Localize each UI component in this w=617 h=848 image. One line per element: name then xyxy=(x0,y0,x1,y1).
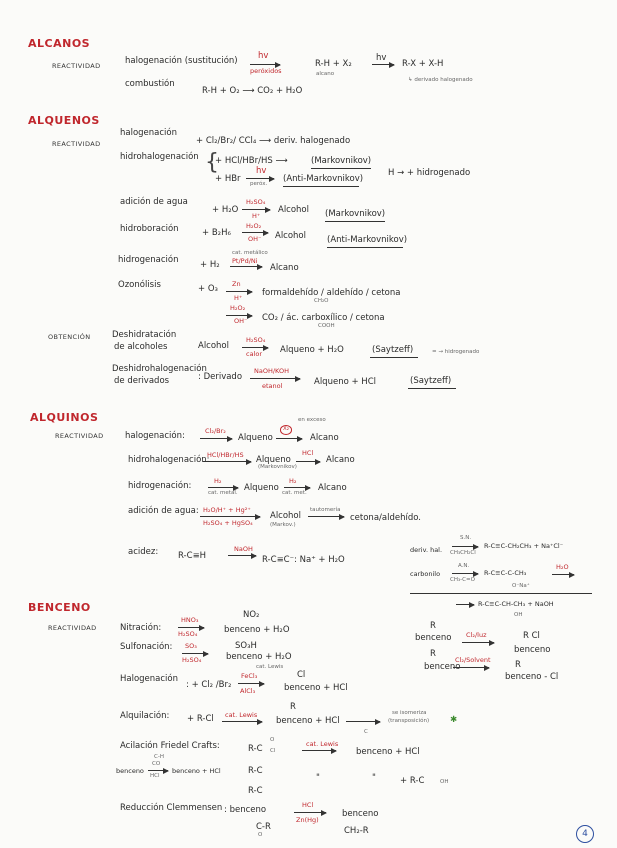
arrow xyxy=(452,573,478,574)
text-ha-cat: cat. Lewis xyxy=(256,664,284,670)
text-re-top: HCl xyxy=(302,801,314,809)
text-ac-cl: Cl xyxy=(270,748,276,754)
text-ac-r2: benceno + HCl xyxy=(172,767,221,775)
text-hb1: + B₂H₆ xyxy=(202,228,231,238)
text-halogenacion: halogenación: xyxy=(125,431,185,441)
text-oz1-bot: H⁺ xyxy=(234,294,243,302)
text-ac-r: R-C≡C⁻: Na⁺ + H₂O xyxy=(262,555,345,565)
underline xyxy=(408,388,456,389)
text-acidez: acidez: xyxy=(128,547,159,557)
text-dd-eq: : Derivado xyxy=(198,372,243,382)
arrow xyxy=(148,770,168,771)
text-da-top: H₂SO₄ xyxy=(246,336,266,344)
text-comb-eq: R-H + O₂ ⟶ CO₂ + H₂O xyxy=(202,86,303,96)
text-side-cl: R Cl xyxy=(523,631,540,641)
text-ac-h: C-H xyxy=(154,754,164,760)
text-side-top: Cl₂/luz xyxy=(466,631,487,639)
text-deshid-d2: de derivados xyxy=(114,376,170,386)
arrow xyxy=(453,667,489,668)
text-h1-x2: X₂ xyxy=(280,425,292,435)
section-title-alcanos: ALCANOS xyxy=(28,37,91,50)
text-nitracion: Nitración: xyxy=(120,623,162,633)
star-icon: ✱ xyxy=(450,715,458,725)
text-ac-carb-sub: O⁻Na⁺ xyxy=(512,583,530,589)
text-halogenacion: halogenación xyxy=(120,128,178,138)
text-h1-exceso: en exceso xyxy=(298,417,326,423)
text-deshid-a1: Deshidratación xyxy=(112,330,177,340)
text-ha-cl: Cl xyxy=(297,670,306,680)
text-side-r5: benceno - Cl xyxy=(505,672,559,682)
section-title-benceno: BENCENO xyxy=(28,601,91,614)
text-aa-top: H₂O/H⁺ + Hg²⁺ xyxy=(203,506,251,514)
text-ha-top: FeCl₃ xyxy=(241,672,258,680)
text-ac-co: CO xyxy=(152,761,161,767)
arrow xyxy=(200,438,232,439)
text-oz2-bot: OH⁻ xyxy=(234,317,248,325)
label-obtencion: OBTENCIÓN xyxy=(48,333,91,341)
text-al-note2: (transposición) xyxy=(388,718,430,724)
text-alcano: alcano xyxy=(316,71,335,77)
brace: { xyxy=(205,150,219,175)
text-hh-top: HCl/HBr/HS xyxy=(207,451,244,459)
text-hh-mark: (Markovnikov) xyxy=(258,464,297,470)
arrow xyxy=(238,683,264,684)
text-hg-top: H₂ xyxy=(214,477,222,485)
text-aa-mark: (Markov.) xyxy=(270,522,296,528)
arrow xyxy=(308,516,344,517)
text-peroxidos: peróxidos xyxy=(250,67,282,75)
text-aa1-top: H₂SO₄ xyxy=(246,198,266,206)
arrow xyxy=(284,487,310,488)
text-oz1-r: formaldehído / aldehído / cetona xyxy=(262,288,401,298)
text-hg-r2: Alcano xyxy=(318,483,347,493)
text-ac-carb-r2: R-C≡C-CH-CH₃ + NaOH xyxy=(478,600,554,608)
text-ac-carb-r: R-C≡C-C-CH₃ xyxy=(484,569,527,577)
text-hb1-top: H₂O₂ xyxy=(246,222,262,230)
text-hal-eq: + Cl₂/Br₂/ CCl₄ ⟶ deriv. halogenado xyxy=(196,136,351,146)
arrow xyxy=(222,721,262,722)
text-su-so3h: SO₃H xyxy=(235,641,257,651)
text-hh2-r: (Anti-Markovnikov) xyxy=(283,174,364,184)
arrow xyxy=(242,347,268,348)
text-ac-deriv-r: R-C≡C-CH₂CH₃ + Na⁺Cl⁻ xyxy=(484,542,564,550)
text-side-r: R xyxy=(430,621,436,631)
text-halogenacion: Halogenación xyxy=(120,674,179,684)
page-number: 4 xyxy=(576,825,594,843)
underline xyxy=(325,221,385,222)
text-hh1-r: (Markovnikov) xyxy=(311,156,372,166)
text-hg-r: Alqueno xyxy=(244,483,279,493)
text-hh1: + HCl/HBr/HS ⟶ xyxy=(215,156,288,166)
text-hh-note: H → + hidrogenado xyxy=(388,168,471,178)
arrow xyxy=(228,555,256,556)
text-ac-benceno: benceno xyxy=(116,767,144,775)
text-hg-top2: H₂ xyxy=(289,477,297,485)
label-reactividad: REACTIVIDAD xyxy=(52,62,101,70)
text-aa1-r: Alcohol xyxy=(278,205,309,215)
text-hg-bot2: cat. met. xyxy=(282,490,307,496)
text-al-eq: + R-Cl xyxy=(187,714,214,724)
text-ac-top: NaOH xyxy=(234,545,253,553)
text-hg1-top: Pt/Pd/Ni xyxy=(232,257,258,265)
text-ac-carb: carbonilo xyxy=(410,570,441,578)
text-h1-r2: Alcano xyxy=(310,433,339,443)
arrow xyxy=(200,516,260,517)
arrow xyxy=(456,604,474,605)
section-title-alquenos: ALQUENOS xyxy=(28,114,100,127)
text-ha-bot: AlCl₃ xyxy=(240,687,256,695)
text-ac-rcooh: + R-C xyxy=(400,776,425,786)
text-hb1-m: (Anti-Markovnikov) xyxy=(327,235,408,245)
text-dd-top: NaOH/KOH xyxy=(254,367,289,375)
text-side-r2: benceno xyxy=(514,645,551,655)
text-hh-r: Alqueno xyxy=(256,455,291,465)
text-ac-carb-h2o: H₂O xyxy=(556,563,569,571)
arrow xyxy=(462,642,494,643)
divider xyxy=(410,593,592,594)
text-rx-xh: R-X + X-H xyxy=(402,59,444,69)
text-ac-rco2: R-C xyxy=(248,786,263,796)
text-hh-top2: HCl xyxy=(302,449,314,457)
text-hh2: + HBr xyxy=(215,174,241,184)
text-al-R: R xyxy=(290,702,296,712)
arrow xyxy=(452,546,478,547)
text-adicion-agua: adición de agua xyxy=(120,197,188,207)
text-ni-bot: H₂SO₄ xyxy=(178,630,198,638)
arrow xyxy=(250,64,280,65)
text-rh-x2: R-H + X₂ xyxy=(315,59,352,69)
text-side-benceno: benceno xyxy=(415,633,452,643)
arrow xyxy=(250,378,300,379)
text-dd-bot: etanol xyxy=(262,382,283,390)
text-aa1-bot: H⁺ xyxy=(252,212,261,220)
text-hg1-cat: cat. metálico xyxy=(232,250,268,256)
underline xyxy=(327,247,403,248)
label-reactividad: REACTIVIDAD xyxy=(48,624,97,632)
text-ac-c: C xyxy=(364,729,368,735)
text-ac-deriv-bot: CH₃CH₂Cl xyxy=(450,550,476,556)
arrow xyxy=(182,653,208,654)
text-reduccion: Reducción Clemmensen xyxy=(120,803,223,813)
arrow xyxy=(302,750,336,751)
text-alquilacion: Alquilación: xyxy=(120,711,170,721)
text-side-r4: R xyxy=(515,660,521,670)
text-su-r: benceno + H₂O xyxy=(226,652,292,662)
text-ha-r: benceno + HCl xyxy=(284,683,348,693)
text-su-bot: H₂SO₄ xyxy=(182,656,202,664)
text-ac-carb-bot: CH₃-C=O xyxy=(450,577,475,583)
text-ac-carb-oh: OH xyxy=(514,612,523,618)
text-oz1-sub: CH₂O xyxy=(314,298,329,304)
underline xyxy=(370,357,418,358)
arrow xyxy=(294,812,326,813)
text-combustion: combustión xyxy=(125,79,175,89)
text-aa1-m: (Markovnikov) xyxy=(325,209,386,219)
text-aa-r: Alcohol xyxy=(270,511,301,521)
text-hb1-bot: OH⁻ xyxy=(248,235,262,243)
text-ac-carb-top: A.N. xyxy=(458,563,470,569)
text-halogenacion: halogenación (sustitución) xyxy=(125,56,238,66)
text-ac-quote2: " xyxy=(372,773,376,783)
text-ni-r: benceno + H₂O xyxy=(224,625,290,635)
text-hg1-r: Alcano xyxy=(270,263,299,273)
arrow xyxy=(242,209,270,210)
arrow xyxy=(346,721,380,722)
underline xyxy=(283,186,359,187)
text-ac-r: benceno + HCl xyxy=(356,747,420,757)
text-hidrogenacion: hidrogenación xyxy=(118,255,179,265)
text-ha-eq: : + Cl₂ /Br₂ xyxy=(186,680,232,690)
text-re-eq: : benceno xyxy=(224,805,267,815)
text-deshid-a2: de alcoholes xyxy=(114,342,168,352)
text-da-r: Alqueno + H₂O xyxy=(280,345,344,355)
text-al-note: se isomeriza xyxy=(392,710,427,716)
text-al-r: benceno + HCl xyxy=(276,716,340,726)
text-hh-r2: Alcano xyxy=(326,455,355,465)
text-da-eq: Alcohol xyxy=(198,341,229,351)
text-aa1: + H₂O xyxy=(212,205,239,215)
text-da-note: = → hidrogenado xyxy=(432,349,480,355)
text-ac-eq: R-C≡H xyxy=(178,551,207,561)
text-aa-taut: tautomería xyxy=(310,507,341,513)
text-hv: hv xyxy=(258,51,269,61)
text-hidroboracion: hidroboración xyxy=(120,224,179,234)
text-oz1-top: Zn xyxy=(232,280,241,288)
arrow xyxy=(296,461,320,462)
text-hg1: + H₂ xyxy=(200,260,220,270)
section-title-alquinos: ALQUINOS xyxy=(30,411,99,424)
text-acilacion: Acilación Friedel Crafts: xyxy=(120,741,220,751)
text-re-sub2: CH₂-R xyxy=(344,826,369,836)
text-hidrogenacion: hidrogenación: xyxy=(128,481,192,491)
text-oz1: + O₃ xyxy=(198,284,218,294)
text-hh2-perox: peróx. xyxy=(250,181,268,187)
text-ac-top: cat. Lewis xyxy=(306,740,339,748)
arrow xyxy=(226,291,252,292)
arrow xyxy=(242,232,268,233)
text-aa-bot: H₂SO₄ + HgSO₄ xyxy=(203,519,253,527)
text-side-r3: R xyxy=(430,649,436,659)
text-oz2-top: H₂O₂ xyxy=(230,304,246,312)
text-ac-hcl: HCl xyxy=(150,773,160,779)
text-ni-no2: NO₂ xyxy=(243,610,260,620)
text-ac-deriv-top: S.N. xyxy=(460,535,472,541)
text-deriv-halog: ↳ derivado halogenado xyxy=(408,77,473,83)
arrow xyxy=(226,315,252,316)
text-dd-m: (Saytzeff) xyxy=(410,376,452,386)
label-reactividad: REACTIVIDAD xyxy=(55,432,104,440)
text-dd-r: Alqueno + HCl xyxy=(314,377,376,387)
text-ni-top: HNO₃ xyxy=(181,616,199,624)
text-ac-rco: R-C xyxy=(248,766,263,776)
text-side-top2: Cl₂/Solvent xyxy=(455,656,491,664)
arrow xyxy=(552,574,574,575)
text-oz2-sub: COOH xyxy=(318,323,335,329)
text-adicion-agua: adición de agua: xyxy=(128,506,199,516)
arrow xyxy=(372,64,394,65)
text-ac-deriv: deriv. hal. xyxy=(410,546,443,554)
arrow xyxy=(230,266,262,267)
text-re-o: O xyxy=(258,832,263,838)
text-re-r: benceno xyxy=(342,809,379,819)
arrow xyxy=(276,438,302,439)
text-re-sub: C-R xyxy=(256,822,271,832)
text-da-bot: calor xyxy=(246,350,263,358)
text-side-benceno2: benceno xyxy=(424,662,461,672)
text-su-top: SO₃ xyxy=(185,642,197,650)
text-deshid-d1: Deshidrohalogenación xyxy=(112,364,207,374)
text-ac-quote: " xyxy=(316,773,320,783)
text-hidrohal: hidrohalogenación: xyxy=(128,455,210,465)
arrow xyxy=(203,461,251,462)
underline xyxy=(311,168,371,169)
text-sulfonacion: Sulfonación: xyxy=(120,642,173,652)
text-hh2-hv: hv xyxy=(256,166,267,176)
text-re-bot: Zn(Hg) xyxy=(296,816,319,824)
text-al-top: cat. Lewis xyxy=(225,711,258,719)
text-h1-top: Cl₂/Br₂ xyxy=(205,427,226,435)
text-hv2: hv xyxy=(376,53,387,63)
text-aa-r2: cetona/aldehído. xyxy=(350,513,421,523)
text-oz2-r: CO₂ / ác. carboxílico / cetona xyxy=(262,313,385,323)
text-h1-r: Alqueno xyxy=(238,433,273,443)
label-reactividad: REACTIVIDAD xyxy=(52,140,101,148)
text-hidrohal: hidrohalogenación xyxy=(120,152,199,162)
text-ac-o: O xyxy=(270,737,275,743)
arrow xyxy=(178,627,204,628)
text-ac-eq: R-C xyxy=(248,744,263,754)
arrow xyxy=(246,178,274,179)
text-ac-oh: OH xyxy=(440,779,449,785)
text-da-m: (Saytzeff) xyxy=(372,345,414,355)
text-hb1-r: Alcohol xyxy=(275,231,306,241)
arrow xyxy=(208,487,238,488)
text-ozonolisis: Ozonólisis xyxy=(118,280,161,290)
text-hg-bot: cat. metal. xyxy=(208,490,238,496)
